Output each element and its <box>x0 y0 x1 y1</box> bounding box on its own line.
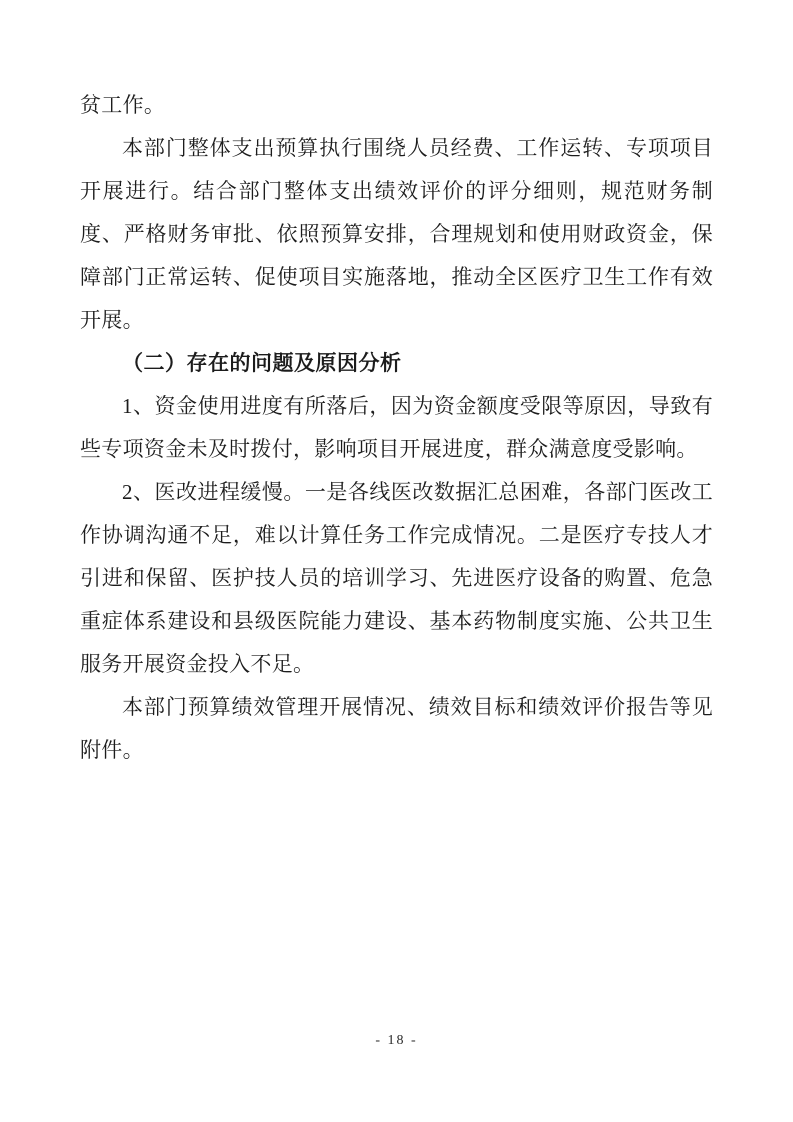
body-paragraph: 2、医改进程缓慢。一是各线医改数据汇总困难，各部门医改工作协调沟通不足，难以计算任务工作完成情况。二是医疗专技人才引进和保留、医护技人员的培训学习、先进医疗设备的购置、危急重症体系建设和县级医院能力建设、基本药物制度实施、公共卫生服务开展资金投入不足。 <box>80 480 713 676</box>
body-paragraph: 贫工作。 <box>80 93 166 117</box>
body-paragraph: 1、资金使用进度有所落后，因为资金额度受限等原因，导致有些专项资金未及时拨付，影响项目开展进度，群众满意度受影响。 <box>80 394 713 461</box>
footer-page-number: - 18 - <box>375 1033 418 1048</box>
document-body <box>80 84 713 772</box>
body-paragraph: 本部门整体支出预算执行围绕人员经费、工作运转、专项项目开展进行。结合部门整体支出绩效评价的评分细则，规范财务制度、严格财务审批、依照预算安排，合理规划和使用财政资金，保障部门正常运转、促使项目实施落地，推动全区医疗卫生工作有效开展。 <box>80 136 713 332</box>
section-heading: （二）存在的问题及原因分析 <box>122 352 402 375</box>
body-paragraph: 本部门预算绩效管理开展情况、绩效目标和绩效评价报告等见附件。 <box>80 695 713 762</box>
